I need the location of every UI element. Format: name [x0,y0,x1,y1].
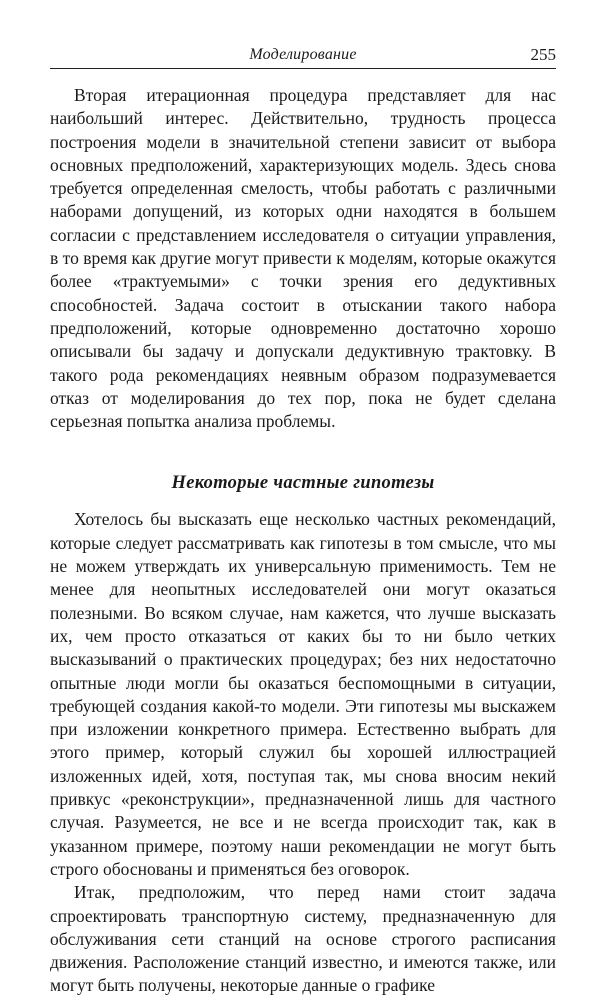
header-rule [50,68,556,69]
paragraph-iterative-procedure: Вторая итерационная процедура представляет для нас наибольший интерес. Действительно, трудность процесса построения модели в значительной степени зависит от выбора основных предположений, характеризующих модель. Здесь снова требуется определенная смелость, чтобы работать с различными наборами допущений, из которых одни находятся в большем согласии с представлением исследователя о ситуации управления, в то время как другие могут привести к моделям, которые окажутся более «трактуемыми» с точки зрения его дедуктивных способностей. Задача состоит в отыскании такого набора предположений, которые одновременно достаточно хорошо описывали бы задачу и допускали дедуктивную трактовку. В такого рода рекомендациях неявным образом подразумевается отказ от моделирования до тех пор, пока не будет сделана серьезная попытка анализа проблемы. [50,85,556,432]
running-header [50,44,556,68]
paragraph-transport-example: Итак, предположим, что перед нами стоит задача спроектировать транспортную систему, предназначенную для обслуживания сети станций на основе строгого расписания движения. Расположение станций известно, и имеются также, или могут быть получены, некоторые данные о графике [50,882,556,996]
body-text [50,84,556,998]
paragraph-hypotheses: Хотелось бы высказать еще несколько частных рекомендаций, которые следует рассматривать как гипотезы в том смысле, что мы не можем утверждать их универсальную применимость. Тем не менее для неопытных исследователей они могут оказаться полезными. Во всяком случае, нам кажется, что лучше высказать их, чем просто отказаться от каких бы то ни было четких высказываний о практических процедурах; без них недостаточно опытные люди могли бы оказаться беспомощными в ситуации, требующей создания какой-то модели. Эти гипотезы мы выскажем при изложении конкретного примера. Естественно выбрать для этого пример, который служил бы хорошей иллюстрацией изложенных идей, хотя, поступая так, мы снова вносим некий привкус «реконструкции», предназначенной лишь для частного случая. Разумеется, не все и не всегда происходит так, как в указанном примере, поэтому наши рекомендации не могут быть строго обоснованы и применяться без оговорок. [50,509,556,879]
running-title: Моделирование [249,46,357,63]
section-heading: Некоторые частные гипотезы [171,473,435,494]
page-number: 255 [530,45,556,64]
